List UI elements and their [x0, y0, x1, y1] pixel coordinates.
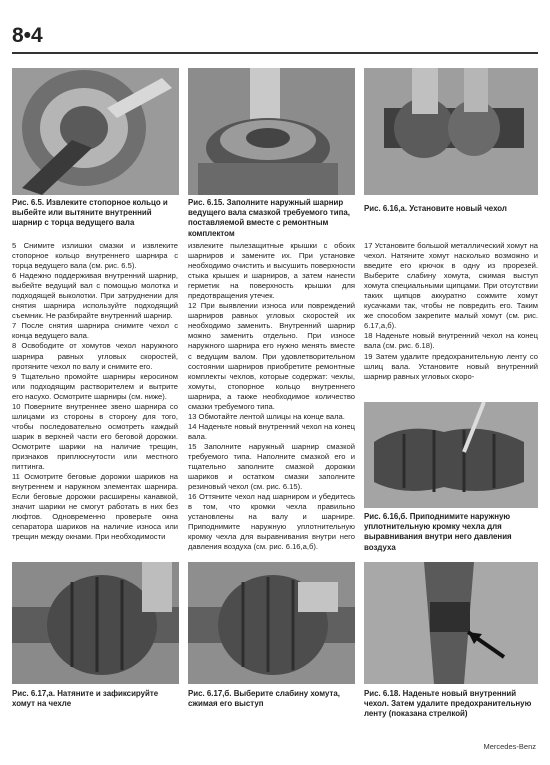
- caption-fig-6-5: Рис. 6.5. Извлеките стопорное кольцо и выбейте или вытяните внутренний шарнир с торца ведущего вала: [12, 198, 168, 228]
- paragraph: 12 При выявлении износа или повреждений шарниров равных угловых скоростей их необходимо заменить. Внутренний шарнир можно заменить отдельно. При износе наружного шарнира его нужно менять вместе с ведущим валом. При удовлетворительном состоянии шарниров приобретите ремонтные комплекты чехлов, которые содержат: чехлы, хомуты, стопорное кольцо внутреннего шарнира, а также необходимое количество смазки требуемого типа.: [188, 301, 355, 411]
- paragraph: 18 Наденьте новый внутренний чехол на конец вала (см. рис. 6.18).: [364, 331, 538, 351]
- paragraph: 6 Надежно поддерживая внутренний шарнир, выбейте ведущий вал с помощью молотка и подходящей выколотки. При затруднении для снятия шарнира используйте подходящий съемник. Не разбирайте внутренний шарнир.: [12, 271, 178, 321]
- caption-fig-6-15: Рис. 6.15. Заполните наружный шарнир ведущего вала смазкой требуемого типа, поставляемой вместе с ремонтным комплектом: [188, 198, 350, 238]
- text-column-3: [364, 241, 538, 382]
- paragraph: 10 Поверните внутреннее звено шарнира со шлицами из стороны в сторону для того, чтобы последовательно осмотреть каждый шарик в верхней части его беговой дорожки. Осмотрите шарики на наличие трещин, признаков приплюснутости или местного питтинга.: [12, 401, 178, 472]
- header-rule: [12, 52, 538, 54]
- footer-brand: Mercedes-Benz: [483, 742, 536, 751]
- photo-fig-6-15: [188, 68, 355, 195]
- photo-fig-6-17b: [188, 562, 355, 684]
- paragraph: 17 Установите большой металлический хомут на чехол. Натяните хомут насколько возможно и введите его крючок в одну из прорезей. Выберите слабину хомута, сжимая выступ хомута специальными щипцами. При отсутствии таких щипцов аккуратно сожмите хомут кусачками так, чтобы не повредить его. Таким же способом закрепите малый хомут (см. рис. 6.17,а,б).: [364, 241, 538, 331]
- caption-fig-6-16a: Рис. 6.16,a. Установите новый чехол: [364, 204, 507, 213]
- paragraph: 19 Затем удалите предохранительную ленту со шлиц вала. Установите новый внутренний шарнир равных угловых скоро-: [364, 351, 538, 381]
- paragraph: 13 Обмотайте лентой шлицы на конце вала.: [188, 411, 345, 421]
- paragraph: 7 После снятия шарнира снимите чехол с конца ведущего вала.: [12, 321, 178, 341]
- photo-fig-6-16b: [364, 402, 538, 508]
- caption-fig-6-16b: Рис. 6.16,б. Приподнимите наружную уплотнительную кромку чехла для выравнивания внутри него давления воздуха: [364, 512, 512, 552]
- caption-fig-6-17a: Рис. 6.17,a. Натяните и зафиксируйте хомут на чехле: [12, 689, 159, 709]
- paragraph: 11 Осмотрите беговые дорожки шариков на внутреннем и наружном элементах шарнира. Если беговые дорожки расширены канавкой, значит шарики не смогут работать в них без люфтов. Одновременно проверьте окна сепаратора шариков на наличие износа или трещин между окнами. При необходимости: [12, 472, 178, 542]
- paragraph: 8 Освободите от хомутов чехол наружного шарнира равных угловых скоростей, протяните чехол по валу и снимите его.: [12, 341, 178, 371]
- text-column-1: [12, 241, 178, 542]
- paragraph: извлеките пылезащитные крышки с обоих шарниров и замените их. При установке необходимо очистить и высушить поверхности стыка крышек и шарниров, а затем нанести герметик на поверхность крышки для предотвращения утечек.: [188, 241, 355, 301]
- paragraph: 5 Снимите излишки смазки и извлеките стопорное кольцо внутреннего шарнира с торца ведущего вала (см. рис. 6.5).: [12, 241, 178, 271]
- photo-fig-6-18: [364, 562, 538, 684]
- text-column-2: [188, 241, 355, 552]
- paragraph: 9 Тщательно промойте шарниры керосином или подходящим растворителем и вытрите его насухо. Осмотрите шарниры (см. ниже).: [12, 371, 178, 401]
- page-number: 8•4: [12, 24, 43, 47]
- photo-fig-6-5: [12, 68, 179, 195]
- paragraph: 16 Оттяните чехол над шарниром и убедитесь в том, что кромки чехла правильно установлены на валу и шарнире. Приподнимите наружную уплотнительную кромку чехла для выравнивания внутри него давления воздуха (см. рис. 6.16,а,б).: [188, 492, 355, 552]
- paragraph: 15 Заполните наружный шарнир смазкой требуемого типа. Наполните смазкой его и тщательно заполните смазкой дорожки шариков и остатком смазки заполните резиновый чехол (см. рис. 6.15).: [188, 441, 355, 492]
- paragraph: 14 Наденьте новый внутренний чехол на конец вала.: [188, 421, 355, 441]
- photo-fig-6-17a: [12, 562, 179, 684]
- caption-fig-6-17b: Рис. 6.17,б. Выберите слабину хомута, сжимая его выступ: [188, 689, 340, 709]
- photo-fig-6-16a: [364, 68, 538, 195]
- caption-fig-6-18: Рис. 6.18. Наденьте новый внутренний чехол. Затем удалите предохранительную ленту (показана стрелкой): [364, 689, 532, 719]
